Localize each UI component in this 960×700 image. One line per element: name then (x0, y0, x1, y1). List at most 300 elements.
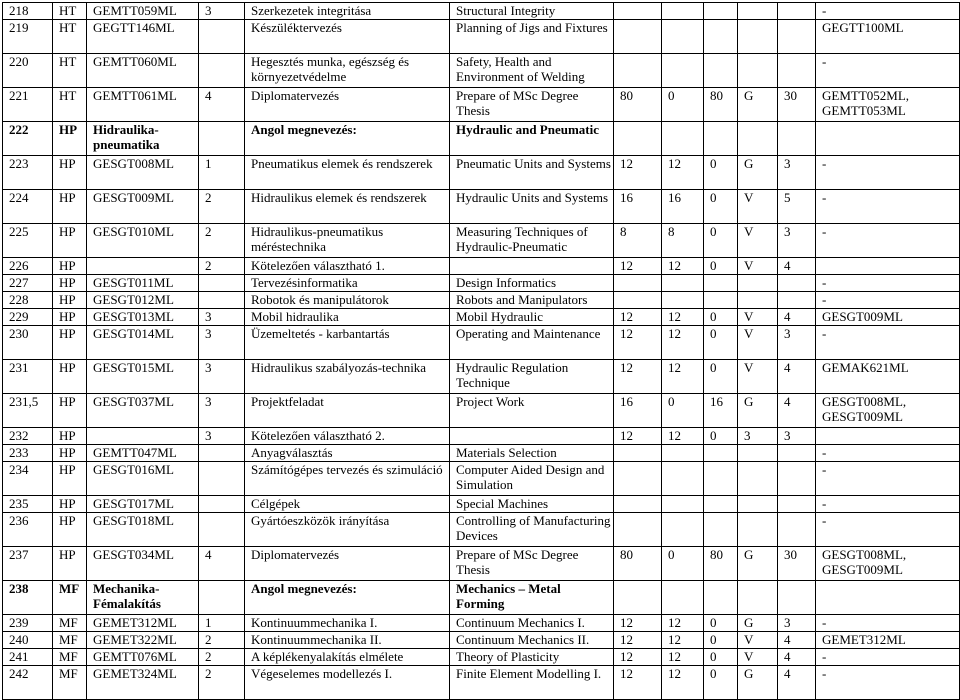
hungarian-name-cell: Anyagválasztás (245, 445, 450, 462)
assessment-cell: V (738, 258, 778, 275)
assessment-cell (738, 122, 778, 156)
english-name-cell: Structural Integrity (450, 3, 614, 20)
english-name-cell: Mobil Hydraulic (450, 309, 614, 326)
semester-cell: 2 (199, 666, 245, 700)
table-row (3, 309, 960, 326)
curriculum-table (2, 2, 960, 700)
english-name-cell: Continuum Mechanics I. (450, 615, 614, 632)
semester-cell: 3 (199, 428, 245, 445)
row-number-cell: 218 (3, 3, 53, 20)
hours-practice-cell (704, 3, 738, 20)
hours-lecture-cell: 8 (662, 224, 704, 258)
row-number-cell: 221 (3, 88, 53, 122)
course-code-cell: GESGT008ML (87, 156, 199, 190)
hungarian-name-cell: Kontinuummechanika II. (245, 632, 450, 649)
table-row (3, 581, 960, 615)
assessment-cell: G (738, 547, 778, 581)
semester-cell: 4 (199, 88, 245, 122)
assessment-cell: G (738, 394, 778, 428)
english-name-cell: Special Machines (450, 496, 614, 513)
hours-practice-cell: 0 (704, 666, 738, 700)
hungarian-name-cell: Diplomatervezés (245, 547, 450, 581)
prerequisite-cell: - (816, 513, 960, 547)
english-name-cell: Prepare of MSc Degree Thesis (450, 88, 614, 122)
table-row (3, 496, 960, 513)
assessment-cell: V (738, 190, 778, 224)
row-number-cell: 223 (3, 156, 53, 190)
english-name-cell (450, 258, 614, 275)
semester-cell (199, 292, 245, 309)
hours-practice-cell (704, 275, 738, 292)
specialization-cell: HP (53, 394, 87, 428)
hours-lecture-cell: 12 (662, 156, 704, 190)
english-name-cell: Operating and Maintenance (450, 326, 614, 360)
course-code-cell: GESGT012ML (87, 292, 199, 309)
prerequisite-cell: - (816, 275, 960, 292)
assessment-cell: G (738, 615, 778, 632)
row-number-cell: 233 (3, 445, 53, 462)
table-row (3, 20, 960, 54)
hours-lecture-cell: 12 (662, 326, 704, 360)
hours-total-cell (614, 54, 662, 88)
specialization-cell: MF (53, 649, 87, 666)
row-number-cell: 235 (3, 496, 53, 513)
table-row (3, 462, 960, 496)
credits-cell: 30 (778, 88, 816, 122)
hours-lecture-cell: 12 (662, 360, 704, 394)
hours-lecture-cell: 12 (662, 428, 704, 445)
specialization-cell: HP (53, 224, 87, 258)
hours-practice-cell (704, 20, 738, 54)
semester-cell (199, 513, 245, 547)
prerequisite-cell: GESGT008ML, GESGT009ML (816, 547, 960, 581)
prerequisite-cell: GESGT008ML, GESGT009ML (816, 394, 960, 428)
row-number-cell: 231 (3, 360, 53, 394)
specialization-cell: MF (53, 581, 87, 615)
row-number-cell: 222 (3, 122, 53, 156)
hours-practice-cell: 0 (704, 649, 738, 666)
hours-total-cell: 16 (614, 190, 662, 224)
course-code-cell: GESGT017ML (87, 496, 199, 513)
table-row (3, 445, 960, 462)
prerequisite-cell (816, 258, 960, 275)
course-code-cell: GEMTT047ML (87, 445, 199, 462)
specialization-cell: HT (53, 3, 87, 20)
specialization-cell: HP (53, 156, 87, 190)
hours-practice-cell (704, 292, 738, 309)
table-row (3, 632, 960, 649)
semester-cell (199, 20, 245, 54)
table-row (3, 156, 960, 190)
credits-cell (778, 462, 816, 496)
hours-lecture-cell: 12 (662, 632, 704, 649)
hours-lecture-cell: 12 (662, 258, 704, 275)
row-number-cell: 240 (3, 632, 53, 649)
hours-total-cell: 12 (614, 428, 662, 445)
hours-practice-cell: 80 (704, 88, 738, 122)
english-name-cell: Planning of Jigs and Fixtures (450, 20, 614, 54)
hours-lecture-cell: 12 (662, 615, 704, 632)
row-number-cell: 232 (3, 428, 53, 445)
course-code-cell: GESGT034ML (87, 547, 199, 581)
english-name-cell: Hydraulic and Pneumatic (450, 122, 614, 156)
semester-cell: 2 (199, 190, 245, 224)
hungarian-name-cell: Üzemeltetés - karbantartás (245, 326, 450, 360)
hungarian-name-cell: Hidraulikus elemek és rendszerek (245, 190, 450, 224)
hours-lecture-cell: 12 (662, 309, 704, 326)
specialization-cell: HP (53, 292, 87, 309)
table-row (3, 326, 960, 360)
hours-lecture-cell (662, 462, 704, 496)
english-name-cell: Mechanics – Metal Forming (450, 581, 614, 615)
table-row (3, 190, 960, 224)
semester-cell: 3 (199, 309, 245, 326)
credits-cell: 3 (778, 156, 816, 190)
semester-cell: 2 (199, 632, 245, 649)
hungarian-name-cell: Angol megnevezés: (245, 581, 450, 615)
hungarian-name-cell: Számítógépes tervezés és szimuláció (245, 462, 450, 496)
credits-cell: 4 (778, 309, 816, 326)
assessment-cell (738, 513, 778, 547)
assessment-cell (738, 275, 778, 292)
prerequisite-cell: - (816, 224, 960, 258)
hours-total-cell (614, 513, 662, 547)
hours-practice-cell: 0 (704, 258, 738, 275)
prerequisite-cell: GEMET312ML (816, 632, 960, 649)
hungarian-name-cell: Robotok és manipulátorok (245, 292, 450, 309)
hours-total-cell: 80 (614, 547, 662, 581)
assessment-cell (738, 292, 778, 309)
hours-practice-cell (704, 581, 738, 615)
credits-cell: 4 (778, 394, 816, 428)
course-code-cell: GEMET312ML (87, 615, 199, 632)
course-code-cell: GESGT011ML (87, 275, 199, 292)
credits-cell (778, 20, 816, 54)
hungarian-name-cell: Angol megnevezés: (245, 122, 450, 156)
specialization-cell: HT (53, 20, 87, 54)
hungarian-name-cell: Szerkezetek integritása (245, 3, 450, 20)
course-code-cell: GESGT013ML (87, 309, 199, 326)
assessment-cell: V (738, 632, 778, 649)
prerequisite-cell: - (816, 326, 960, 360)
row-number-cell: 231,5 (3, 394, 53, 428)
hours-total-cell (614, 581, 662, 615)
hungarian-name-cell: Tervezésinformatika (245, 275, 450, 292)
row-number-cell: 228 (3, 292, 53, 309)
hours-total-cell: 12 (614, 360, 662, 394)
english-name-cell: Hydraulic Units and Systems (450, 190, 614, 224)
credits-cell (778, 496, 816, 513)
assessment-cell: V (738, 649, 778, 666)
hours-lecture-cell (662, 122, 704, 156)
credits-cell: 3 (778, 326, 816, 360)
table-row (3, 224, 960, 258)
credits-cell: 4 (778, 258, 816, 275)
hours-total-cell (614, 20, 662, 54)
specialization-cell: HP (53, 445, 87, 462)
semester-cell (199, 275, 245, 292)
credits-cell (778, 3, 816, 20)
hungarian-name-cell: Kontinuummechanika I. (245, 615, 450, 632)
hours-practice-cell (704, 445, 738, 462)
specialization-cell: HP (53, 360, 87, 394)
prerequisite-cell: - (816, 649, 960, 666)
hungarian-name-cell: Kötelezően választható 1. (245, 258, 450, 275)
assessment-cell (738, 462, 778, 496)
hours-total-cell: 12 (614, 326, 662, 360)
prerequisite-cell: GEMTT052ML, GEMTT053ML (816, 88, 960, 122)
table-row (3, 258, 960, 275)
row-number-cell: 236 (3, 513, 53, 547)
semester-cell (199, 122, 245, 156)
hours-practice-cell: 80 (704, 547, 738, 581)
course-code-cell: GEMTT060ML (87, 54, 199, 88)
credits-cell: 4 (778, 632, 816, 649)
specialization-cell: HP (53, 428, 87, 445)
credits-cell: 4 (778, 666, 816, 700)
semester-cell: 2 (199, 258, 245, 275)
credits-cell (778, 292, 816, 309)
row-number-cell: 227 (3, 275, 53, 292)
semester-cell: 4 (199, 547, 245, 581)
credits-cell: 3 (778, 615, 816, 632)
row-number-cell: 220 (3, 54, 53, 88)
assessment-cell (738, 581, 778, 615)
hours-total-cell (614, 275, 662, 292)
course-code-cell: GEMTT059ML (87, 3, 199, 20)
hours-practice-cell: 0 (704, 428, 738, 445)
table-row (3, 122, 960, 156)
table-row (3, 666, 960, 700)
assessment-cell (738, 496, 778, 513)
hours-total-cell (614, 462, 662, 496)
table-row (3, 615, 960, 632)
semester-cell: 2 (199, 224, 245, 258)
hours-lecture-cell (662, 275, 704, 292)
credits-cell (778, 581, 816, 615)
row-number-cell: 229 (3, 309, 53, 326)
table-row (3, 88, 960, 122)
row-number-cell: 238 (3, 581, 53, 615)
prerequisite-cell: GESGT009ML (816, 309, 960, 326)
semester-cell: 1 (199, 156, 245, 190)
course-code-cell: GESGT016ML (87, 462, 199, 496)
specialization-cell: MF (53, 632, 87, 649)
prerequisite-cell: - (816, 190, 960, 224)
hours-total-cell: 12 (614, 649, 662, 666)
course-code-cell: GESGT037ML (87, 394, 199, 428)
specialization-cell: HP (53, 309, 87, 326)
hungarian-name-cell: Célgépek (245, 496, 450, 513)
row-number-cell: 237 (3, 547, 53, 581)
hungarian-name-cell: Hidraulikus szabályozás-technika (245, 360, 450, 394)
hungarian-name-cell: Készüléktervezés (245, 20, 450, 54)
course-code-cell: GESGT009ML (87, 190, 199, 224)
specialization-cell: HP (53, 190, 87, 224)
credits-cell (778, 122, 816, 156)
assessment-cell (738, 20, 778, 54)
assessment-cell: V (738, 224, 778, 258)
hours-total-cell (614, 292, 662, 309)
table-row (3, 275, 960, 292)
hours-lecture-cell (662, 513, 704, 547)
specialization-cell: MF (53, 666, 87, 700)
hours-practice-cell (704, 122, 738, 156)
semester-cell: 3 (199, 3, 245, 20)
semester-cell: 1 (199, 615, 245, 632)
hours-practice-cell: 0 (704, 156, 738, 190)
hours-lecture-cell: 16 (662, 190, 704, 224)
hours-lecture-cell (662, 445, 704, 462)
semester-cell: 3 (199, 326, 245, 360)
assessment-cell: G (738, 666, 778, 700)
english-name-cell: Computer Aided Design and Simulation (450, 462, 614, 496)
course-code-cell: GEGTT146ML (87, 20, 199, 54)
english-name-cell: Safety, Health and Environment of Welding (450, 54, 614, 88)
prerequisite-cell: - (816, 496, 960, 513)
english-name-cell: Hydraulic Regulation Technique (450, 360, 614, 394)
credits-cell: 4 (778, 360, 816, 394)
hours-total-cell: 12 (614, 615, 662, 632)
row-number-cell: 224 (3, 190, 53, 224)
credits-cell (778, 445, 816, 462)
hungarian-name-cell: A képlékenyalakítás elmélete (245, 649, 450, 666)
hours-total-cell: 12 (614, 156, 662, 190)
hours-lecture-cell: 12 (662, 649, 704, 666)
hours-practice-cell: 16 (704, 394, 738, 428)
prerequisite-cell: - (816, 292, 960, 309)
row-number-cell: 219 (3, 20, 53, 54)
hungarian-name-cell: Kötelezően választható 2. (245, 428, 450, 445)
hours-total-cell (614, 122, 662, 156)
hungarian-name-cell: Hegesztés munka, egészség és környezetvédelme (245, 54, 450, 88)
assessment-cell: V (738, 326, 778, 360)
table-row (3, 54, 960, 88)
row-number-cell: 242 (3, 666, 53, 700)
english-name-cell: Controlling of Manufacturing Devices (450, 513, 614, 547)
assessment-cell (738, 445, 778, 462)
row-number-cell: 226 (3, 258, 53, 275)
english-name-cell: Finite Element Modelling I. (450, 666, 614, 700)
hours-practice-cell (704, 462, 738, 496)
assessment-cell: V (738, 309, 778, 326)
hours-lecture-cell (662, 292, 704, 309)
credits-cell: 3 (778, 428, 816, 445)
table-row (3, 547, 960, 581)
course-code-cell: GEMET324ML (87, 666, 199, 700)
hungarian-name-cell: Végeselemes modellezés I. (245, 666, 450, 700)
hours-lecture-cell (662, 20, 704, 54)
hours-total-cell (614, 445, 662, 462)
course-code-cell: GEMTT061ML (87, 88, 199, 122)
prerequisite-cell: - (816, 462, 960, 496)
row-number-cell: 225 (3, 224, 53, 258)
hungarian-name-cell: Mobil hidraulika (245, 309, 450, 326)
credits-cell: 4 (778, 649, 816, 666)
specialization-cell: HT (53, 54, 87, 88)
prerequisite-cell (816, 428, 960, 445)
hours-total-cell: 80 (614, 88, 662, 122)
credits-cell (778, 513, 816, 547)
table-row (3, 649, 960, 666)
table-row (3, 513, 960, 547)
course-code-cell: GESGT014ML (87, 326, 199, 360)
specialization-cell: HT (53, 88, 87, 122)
prerequisite-cell: - (816, 445, 960, 462)
prerequisite-cell: - (816, 666, 960, 700)
prerequisite-cell (816, 122, 960, 156)
english-name-cell: Prepare of MSc Degree Thesis (450, 547, 614, 581)
english-name-cell: Continuum Mechanics II. (450, 632, 614, 649)
course-code-cell: Hidraulika-pneumatika (87, 122, 199, 156)
row-number-cell: 241 (3, 649, 53, 666)
hungarian-name-cell: Hidraulikus-pneumatikus méréstechnika (245, 224, 450, 258)
assessment-cell (738, 54, 778, 88)
hours-practice-cell: 0 (704, 224, 738, 258)
table-row (3, 428, 960, 445)
hours-practice-cell (704, 496, 738, 513)
prerequisite-cell: - (816, 3, 960, 20)
table-row (3, 394, 960, 428)
course-code-cell (87, 258, 199, 275)
course-code-cell: GESGT015ML (87, 360, 199, 394)
row-number-cell: 234 (3, 462, 53, 496)
hours-practice-cell: 0 (704, 326, 738, 360)
specialization-cell: HP (53, 122, 87, 156)
specialization-cell: HP (53, 326, 87, 360)
hours-practice-cell (704, 513, 738, 547)
hungarian-name-cell: Projektfeladat (245, 394, 450, 428)
course-code-cell (87, 428, 199, 445)
english-name-cell: Pneumatic Units and Systems (450, 156, 614, 190)
hours-lecture-cell (662, 3, 704, 20)
credits-cell: 3 (778, 224, 816, 258)
semester-cell: 3 (199, 360, 245, 394)
english-name-cell: Robots and Manipulators (450, 292, 614, 309)
hours-practice-cell: 0 (704, 632, 738, 649)
english-name-cell: Project Work (450, 394, 614, 428)
row-number-cell: 239 (3, 615, 53, 632)
course-code-cell: GEMET322ML (87, 632, 199, 649)
specialization-cell: HP (53, 547, 87, 581)
credits-cell (778, 54, 816, 88)
semester-cell (199, 462, 245, 496)
curriculum-table-body (3, 3, 960, 700)
assessment-cell (738, 3, 778, 20)
hours-total-cell (614, 3, 662, 20)
prerequisite-cell: - (816, 615, 960, 632)
english-name-cell: Measuring Techniques of Hydraulic-Pneumatic (450, 224, 614, 258)
semester-cell (199, 54, 245, 88)
hours-practice-cell: 0 (704, 360, 738, 394)
credits-cell: 30 (778, 547, 816, 581)
hungarian-name-cell: Diplomatervezés (245, 88, 450, 122)
prerequisite-cell: GEMAK621ML (816, 360, 960, 394)
english-name-cell: Theory of Plasticity (450, 649, 614, 666)
assessment-cell: V (738, 360, 778, 394)
course-code-cell: GESGT018ML (87, 513, 199, 547)
table-row (3, 292, 960, 309)
assessment-cell: G (738, 156, 778, 190)
hours-practice-cell: 0 (704, 615, 738, 632)
specialization-cell: MF (53, 615, 87, 632)
semester-cell: 2 (199, 649, 245, 666)
semester-cell: 3 (199, 394, 245, 428)
hours-total-cell: 8 (614, 224, 662, 258)
hours-lecture-cell: 12 (662, 666, 704, 700)
hours-practice-cell (704, 54, 738, 88)
specialization-cell: HP (53, 513, 87, 547)
